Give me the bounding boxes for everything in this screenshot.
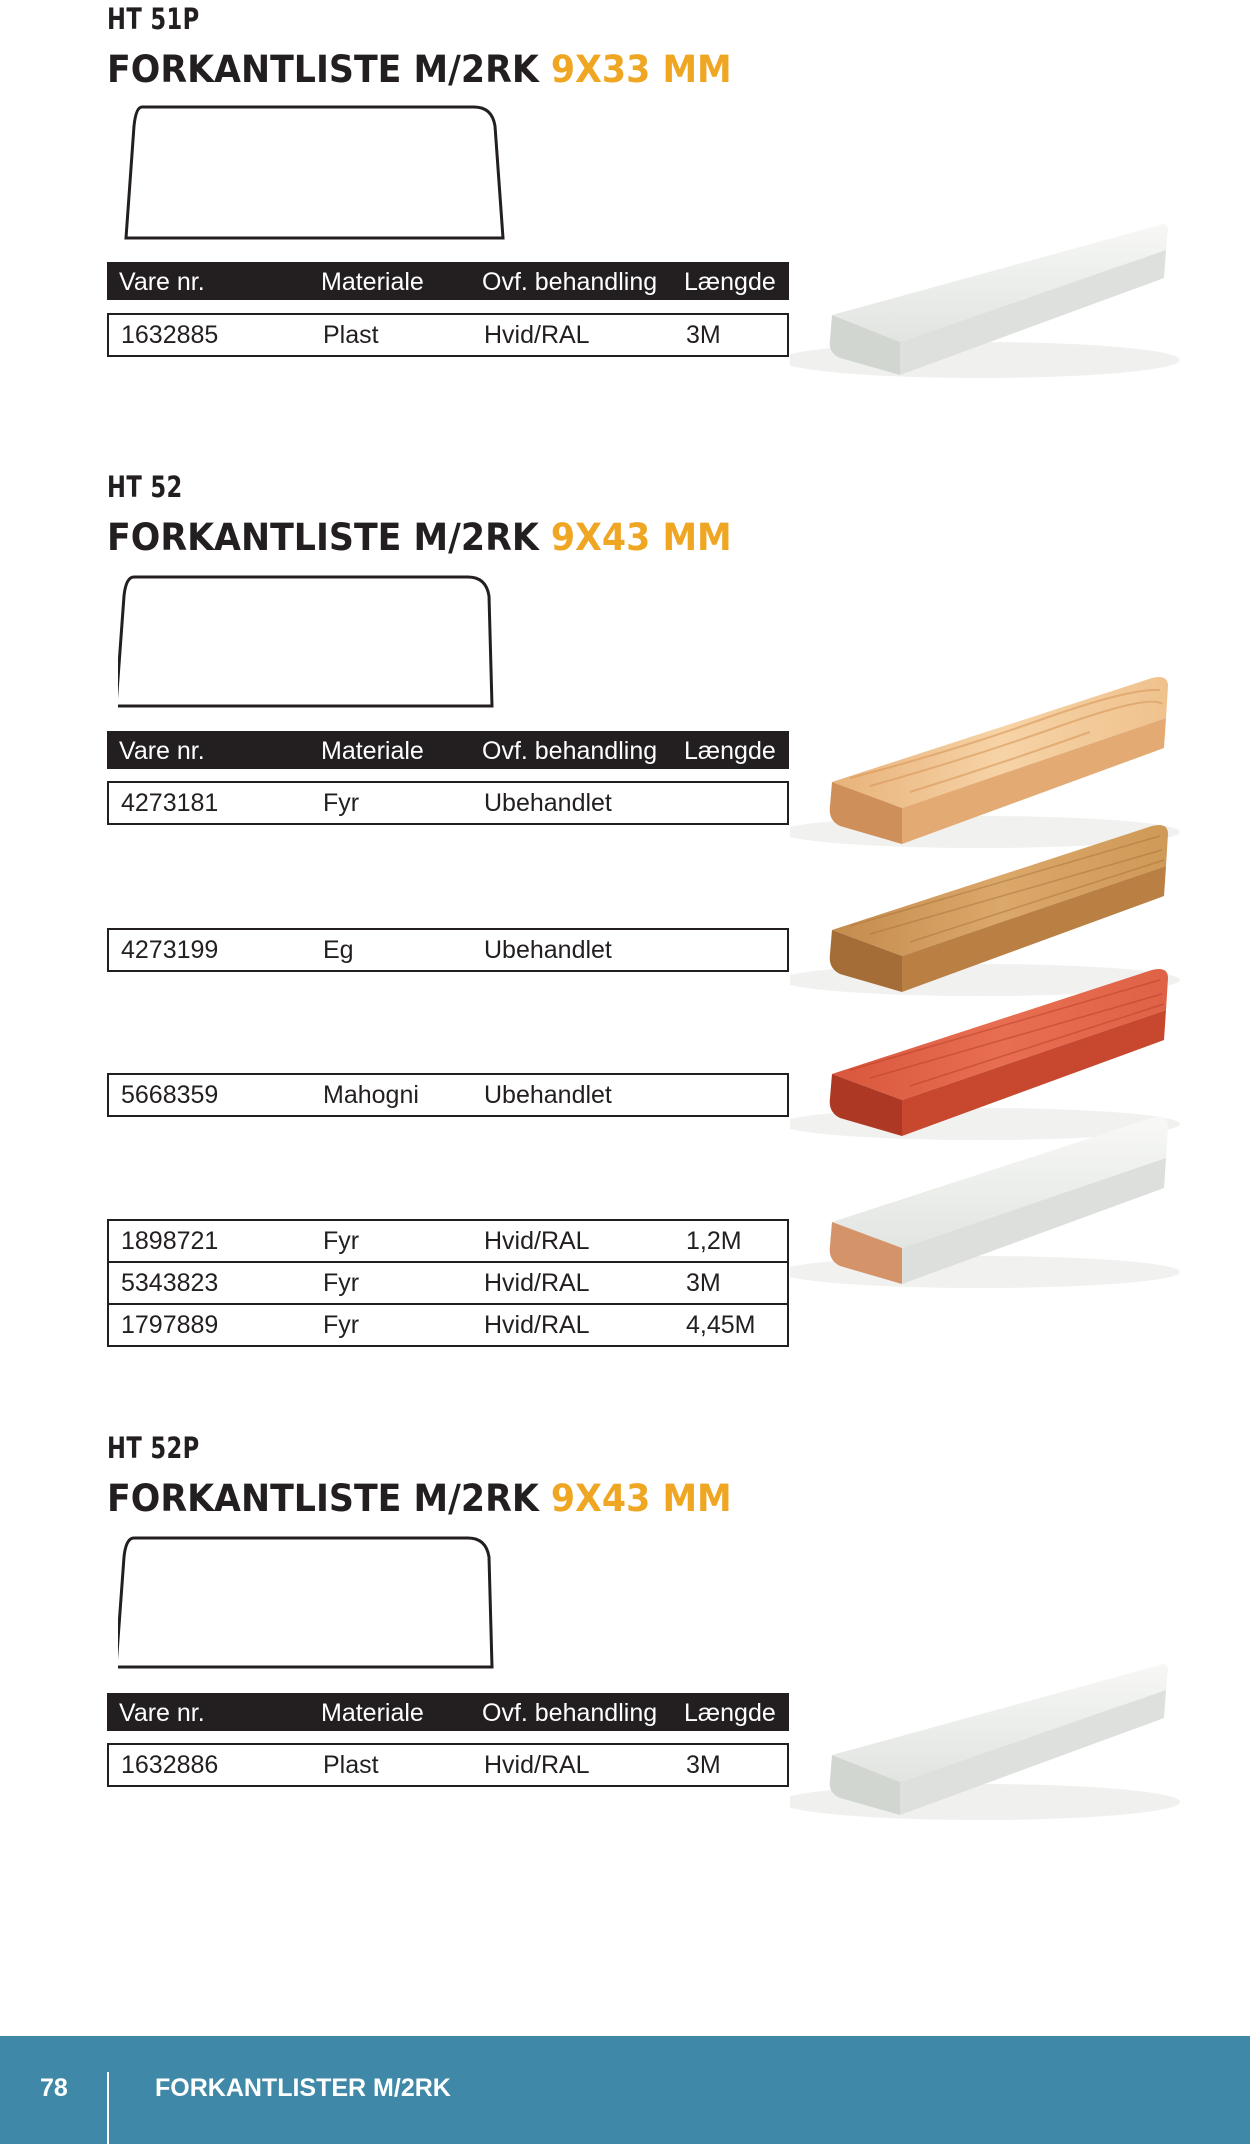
cell-materiale: Mahogni [323,1081,419,1109]
cell-laengde: 1,2M [686,1227,742,1255]
cell-laengde: 4,45M [686,1311,756,1339]
cell-behandling: Ubehandlet [484,936,612,964]
product-title [107,48,732,91]
cell-behandling: Ubehandlet [484,1081,612,1109]
cell-materiale: Fyr [323,1227,360,1255]
header-materiale: Materiale [321,268,424,296]
cell-materiale: Plast [323,1751,379,1779]
header-behandling: Ovf. behandling [482,737,658,765]
title-dimension: 9X33 MM [550,48,732,91]
cell-vare-nr: 1898721 [121,1227,219,1255]
cell-laengde: 3M [686,321,721,349]
cell-materiale: Fyr [323,1311,360,1339]
cell-behandling: Hvid/RAL [484,1751,590,1779]
product-table [107,1073,789,1117]
product-code: HT 51P [107,2,200,36]
table-header [107,262,789,300]
header-materiale: Materiale [321,737,424,765]
product-table [107,1743,789,1787]
header-behandling: Ovf. behandling [482,268,658,296]
title-text: FORKANTLISTE M/2RK [107,516,539,559]
table-row [109,1075,787,1115]
title-text: FORKANTLISTE M/2RK [107,48,539,91]
profile-drawing [118,574,518,714]
cell-laengde: 3M [686,1751,721,1779]
table-row [109,1261,787,1303]
table-row [109,783,787,823]
page-number: 78 [40,2074,68,2102]
footer-divider [107,2072,109,2144]
table-row [109,1221,787,1261]
cell-materiale: Plast [323,321,379,349]
product-table [107,928,789,972]
header-behandling: Ovf. behandling [482,1699,658,1727]
white-plastic-moulding-image [790,1630,1210,1840]
footer-title: FORKANTLISTER M/2RK [155,2074,451,2102]
product-table [107,1219,789,1347]
profile-drawing [118,104,518,244]
product-title [107,516,732,559]
cell-behandling: Hvid/RAL [484,1311,590,1339]
cell-vare-nr: 1632885 [121,321,219,349]
table-row [109,1745,787,1785]
table-header [107,1693,789,1731]
title-dimension: 9X43 MM [550,516,732,559]
cell-vare-nr: 1632886 [121,1751,219,1779]
product-table [107,781,789,825]
white-pine-moulding-image [790,1100,1210,1310]
cell-materiale: Fyr [323,789,360,817]
product-table [107,313,789,357]
cell-behandling: Hvid/RAL [484,321,590,349]
header-laengde: Længde [684,1699,776,1727]
page-footer [0,2036,1250,2144]
cell-behandling: Hvid/RAL [484,1227,590,1255]
profile-drawing [118,1535,518,1675]
table-header [107,731,789,769]
cell-behandling: Hvid/RAL [484,1269,590,1297]
cell-vare-nr: 5343823 [121,1269,219,1297]
cell-vare-nr: 4273181 [121,789,219,817]
title-text: FORKANTLISTE M/2RK [107,1477,539,1520]
cell-materiale: Eg [323,936,354,964]
header-vare-nr: Vare nr. [119,268,205,296]
header-laengde: Længde [684,268,776,296]
table-row [109,930,787,970]
cell-vare-nr: 5668359 [121,1081,219,1109]
header-materiale: Materiale [321,1699,424,1727]
cell-materiale: Fyr [323,1269,360,1297]
white-plastic-moulding-image [790,190,1210,400]
product-code: HT 52 [107,470,183,504]
cell-vare-nr: 4273199 [121,936,219,964]
title-dimension: 9X43 MM [550,1477,732,1520]
table-row [109,315,787,355]
product-title [107,1477,732,1520]
header-vare-nr: Vare nr. [119,1699,205,1727]
cell-behandling: Ubehandlet [484,789,612,817]
cell-laengde: 3M [686,1269,721,1297]
product-code: HT 52P [107,1431,200,1465]
cell-vare-nr: 1797889 [121,1311,219,1339]
header-laengde: Længde [684,737,776,765]
table-row [109,1303,787,1345]
header-vare-nr: Vare nr. [119,737,205,765]
